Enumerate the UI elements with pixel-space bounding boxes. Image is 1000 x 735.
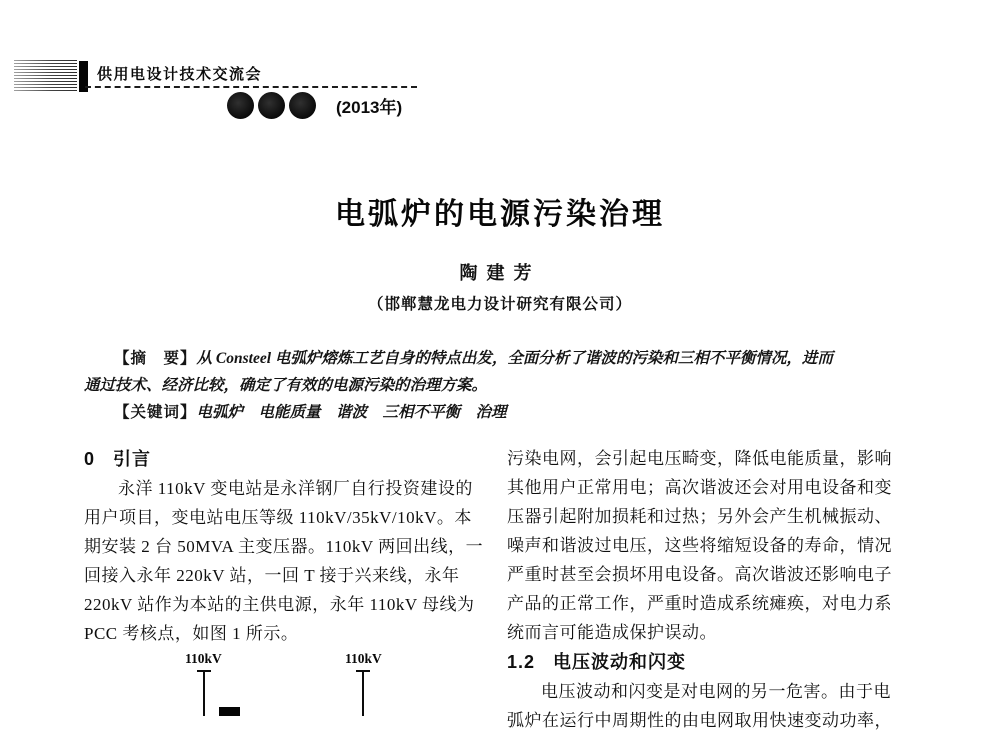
body-line: 其他用户正常用电；高次谐波还会对用电设备和变 (507, 478, 892, 497)
body-line: 噪声和谐波过电压，这些将缩短设备的寿命，情况 (507, 536, 892, 555)
author-affiliation: （邯郸慧龙电力设计研究有限公司） (367, 296, 632, 313)
figure-partial-symbol (219, 707, 240, 716)
abstract-text-2: 通过技术、经济比较，确定了有效的电源污染的治理方案。 (84, 377, 488, 394)
body-line: 永洋 110kV 变电站是永洋钢厂自行投资建设的 (118, 479, 473, 498)
left-column (84, 444, 492, 648)
dot-icon (258, 92, 285, 119)
abstract-line-1 (84, 345, 918, 372)
body-line: PCC 考核点，如图 1 所示。 (84, 624, 299, 643)
body-line: 压器引起附加损耗和过热；另外会产生机械振动、 (507, 507, 892, 526)
abstract-text-1: 从 Consteel 电弧炉熔炼工艺自身的特点出发，全面分析了谐波的污染和三相不平衡情况，进而 (196, 350, 833, 367)
figure-bus1-voltage-label: 110kV (185, 651, 222, 666)
keywords-text: 电弧炉 电能质量 谐波 三相不平衡 治理 (196, 404, 507, 421)
section-title: 电压波动和闪变 (553, 652, 687, 672)
figure-bus2-voltage-label: 110kV (345, 651, 382, 666)
paper-title: 电弧炉的电源污染治理 (335, 198, 665, 231)
section-number: 1.2 (507, 652, 536, 672)
body-line: 弧炉在运行中周期性的由电网取用快速变动功率， (507, 711, 892, 730)
conference-logo-stripes (14, 60, 77, 93)
dot-icon (227, 92, 254, 119)
conference-name: 供用电设计技术交流会 (97, 66, 263, 83)
header-dots-row (227, 92, 402, 119)
right-column (507, 444, 919, 735)
body-line: 统而言可能造成保护误动。 (507, 623, 717, 642)
abstract-label: 【摘 要】 (114, 350, 197, 367)
body-line: 严重时甚至会损坏用电设备。高次谐波还影响电子 (507, 565, 892, 584)
body-line: 用户项目，变电站电压等级 110kV/35kV/10kV。本 (84, 508, 472, 527)
keywords-line (84, 399, 918, 426)
abstract-block (84, 345, 918, 426)
body-line: 产品的正常工作，严重时造成系统瘫痪，对电力系 (507, 594, 892, 613)
body-line: 污染电网，会引起电压畸变，降低电能质量，影响 (507, 449, 892, 468)
body-line: 220kV 站作为本站的主供电源，永年 110kV 母线为 (84, 595, 475, 614)
keywords-label: 【关键词】 (114, 404, 197, 421)
body-line: 电压波动和闪变是对电网的另一危害。由于电 (541, 682, 891, 701)
figure-bus1-line (203, 670, 205, 716)
abstract-line-2 (84, 372, 918, 399)
author-name: 陶建芳 (459, 263, 541, 283)
section-heading-0 (84, 444, 492, 474)
body-line: 期安装 2 台 50MVA 主变压器。110kV 两回出线，一 (84, 537, 484, 556)
section-title: 引言 (113, 449, 152, 469)
year-label: (2013年) (336, 98, 403, 117)
section-heading-1-2 (507, 647, 919, 677)
header-dashed-rule (85, 86, 417, 88)
body-line: 回接入永年 220kV 站，一回 T 接于兴来线，永年 (84, 566, 460, 585)
dot-icon (289, 92, 316, 119)
section-number: 0 (84, 449, 96, 469)
figure-bus2-line (362, 670, 364, 716)
